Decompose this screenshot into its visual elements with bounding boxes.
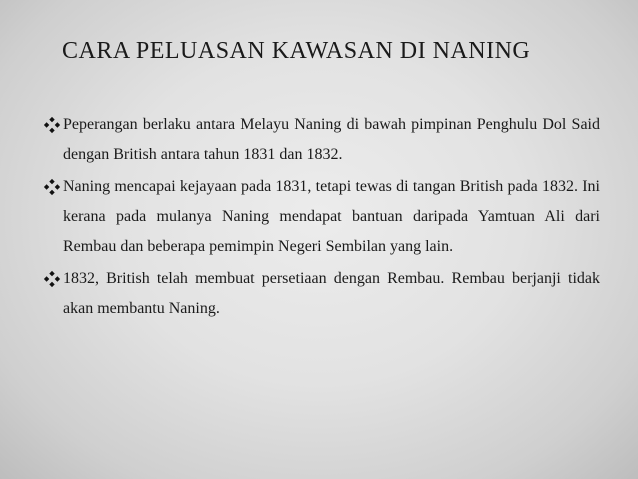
- four-diamond-bullet-icon: [43, 178, 61, 196]
- bullet-item: [42, 172, 600, 262]
- bullet-list: [42, 110, 600, 326]
- slide-title: CARA PELUASAN KAWASAN DI NANING: [62, 38, 531, 64]
- bullet-item: [42, 110, 600, 170]
- bullet-item: [42, 264, 600, 324]
- bullet-text: 1832, British telah membuat persetiaan dengan Rembau. Rembau berjanji tidak akan membantu Naning.: [63, 270, 600, 317]
- four-diamond-bullet-icon: [43, 116, 61, 134]
- bullet-text: Peperangan berlaku antara Melayu Naning di bawah pimpinan Penghulu Dol Said dengan British antara tahun 1831 dan 1832.: [63, 116, 600, 163]
- bullet-text: Naning mencapai kejayaan pada 1831, tetapi tewas di tangan British pada 1832. Ini kerana pada mulanya Naning mendapat bantuan daripada Yamtuan Ali dari Rembau dan beberapa pemimpin Negeri Sembilan yang lain.: [63, 178, 600, 255]
- four-diamond-bullet-icon: [43, 270, 61, 288]
